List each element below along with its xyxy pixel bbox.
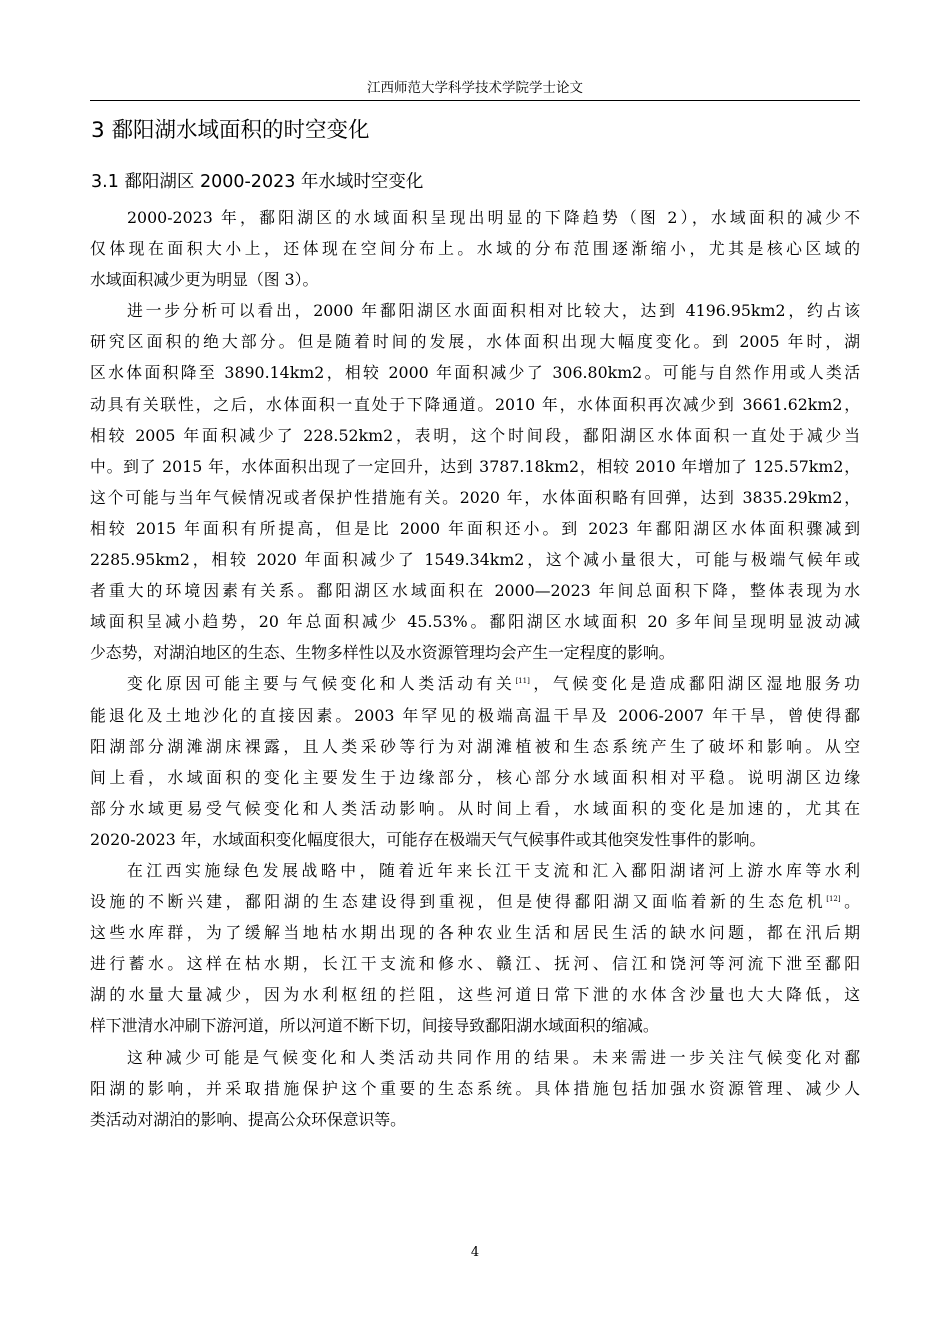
paragraph-5 xyxy=(90,1042,860,1135)
text-line: 域面积呈减小趋势，20 年总面积减少 45.53%。鄱阳湖区水域面积 20 多年间呈现明显波动减 xyxy=(90,612,860,632)
text-line: 样下泄清水冲刷下游河道，所以河道不断下切，间接导致鄱阳湖水域面积的缩减。 xyxy=(90,1016,659,1036)
text-line: 变化原因可能主要与气候变化和人类活动有关[11]，气候变化是造成鄱阳湖区湿地服务功 xyxy=(127,674,860,694)
text-line: 仅体现在面积大小上，还体现在空间分布上。水域的分布范围逐渐缩小，尤其是核心区域的 xyxy=(90,239,860,259)
paragraph-1 xyxy=(90,202,860,295)
page-number: 4 xyxy=(470,1245,480,1260)
text-line: 进一步分析可以看出，2000 年鄱阳湖区水面面积相对比较大，达到 4196.95km2，约占该 xyxy=(127,301,860,321)
text-line: 少态势，对湖泊地区的生态、生物多样性以及水资源管理均会产生一定程度的影响。 xyxy=(90,643,675,663)
citation-mark: [11] xyxy=(515,677,530,686)
text-line: 2020-2023 年，水域面积变化幅度很大，可能存在极端天气气候事件或其他突发性事件的影响。 xyxy=(90,829,766,849)
header-rule xyxy=(90,100,860,101)
paragraph-2 xyxy=(90,295,860,668)
citation-mark: [12] xyxy=(826,895,841,904)
text-line: 这些水库群，为了缓解当地枯水期出现的各种农业生活和居民生活的缺水问题，都在汛后期 xyxy=(90,923,860,943)
running-header: 江西师范大学科学技术学院学士论文 xyxy=(367,80,583,96)
text-line: 中。到了 2015 年，水体面积出现了一定回升，达到 3787.18km2，相较 2010 年增加了 125.57km2， xyxy=(90,456,860,476)
text-line: 2285.95km2，相较 2020 年面积减少了 1549.34km2，这个减小量很大，可能与极端气候年或 xyxy=(90,550,860,570)
chapter-title: 3 鄱阳湖水域面积的时空变化 xyxy=(91,118,370,143)
text-line: 能退化及土地沙化的直接因素。2003 年罕见的极端高温干旱及 2006-2007 年干旱，曾使得鄱 xyxy=(90,705,860,725)
text-line: 区水体面积降至 3890.14km2，相较 2000 年面积减少了 306.80km2。可能与自然作用或人类活 xyxy=(90,363,860,383)
text-line: 这个可能与当年气候情况或者保护性措施有关。2020 年，水体面积略有回弹，达到 3835.29km2， xyxy=(90,487,860,507)
text-line: 动具有关联性，之后，水体面积一直处于下降通道。2010 年，水体面积再次减少到 3661.62km2， xyxy=(90,394,860,414)
paragraph-4 xyxy=(90,855,860,1042)
text-line: 进行蓄水。这样在枯水期，长江干支流和修水、赣江、抚河、信江和饶河等河流下泄至鄱阳 xyxy=(90,954,860,974)
text-line: 这种减少可能是气候变化和人类活动共同作用的结果。未来需进一步关注气候变化对鄱 xyxy=(127,1047,860,1067)
text-line: 在江西实施绿色发展战略中，随着近年来长江干支流和汇入鄱阳湖诸河上游水库等水利 xyxy=(127,860,860,880)
text-line: 研究区面积的绝大部分。但是随着时间的发展，水体面积出现大幅度变化。到 2005 年时，湖 xyxy=(90,332,860,352)
paragraph-3 xyxy=(90,668,860,855)
text-line: 湖的水量大量减少，因为水利枢纽的拦阻，这些河道日常下泄的水体含沙量也大大降低，这 xyxy=(90,985,860,1005)
text-line: 设施的不断兴建，鄱阳湖的生态建设得到重视，但是使得鄱阳湖又面临着新的生态危机[12]。 xyxy=(90,892,860,912)
text-line: 阳湖部分湖滩湖床裸露，且人类采砂等行为对湖滩植被和生态系统产生了破坏和影响。从空 xyxy=(90,736,860,756)
text-line: 间上看，水域面积的变化主要发生于边缘部分，核心部分水域面积相对平稳。说明湖区边缘 xyxy=(90,767,860,787)
body-text xyxy=(90,202,860,1135)
text-line: 部分水域更易受气候变化和人类活动影响。从时间上看，水域面积的变化是加速的，尤其在 xyxy=(90,798,860,818)
section-title: 3.1 鄱阳湖区 2000-2023 年水域时空变化 xyxy=(91,172,424,192)
text-line: 2000-2023 年，鄱阳湖区的水域面积呈现出明显的下降趋势（图 2），水域面积的减少不 xyxy=(127,208,860,227)
text-line: 阳湖的影响，并采取措施保护这个重要的生态系统。具体措施包括加强水资源管理、减少人 xyxy=(90,1078,860,1098)
text-line: 者重大的环境因素有关系。鄱阳湖区水域面积在 2000—2023 年间总面积下降，整体表现为水 xyxy=(90,581,860,601)
text-line: 水域面积减少更为明显（图 3）。 xyxy=(90,270,319,290)
text-line: 相较 2005 年面积减少了 228.52km2，表明，这个时间段，鄱阳湖区水体面积一直处于减少当 xyxy=(90,425,860,445)
text-line: 相较 2015 年面积有所提高，但是比 2000 年面积还小。到 2023 年鄱阳湖区水体面积骤减到 xyxy=(90,518,860,538)
text-line: 类活动对湖泊的影响、提高公众环保意识等。 xyxy=(90,1109,406,1129)
